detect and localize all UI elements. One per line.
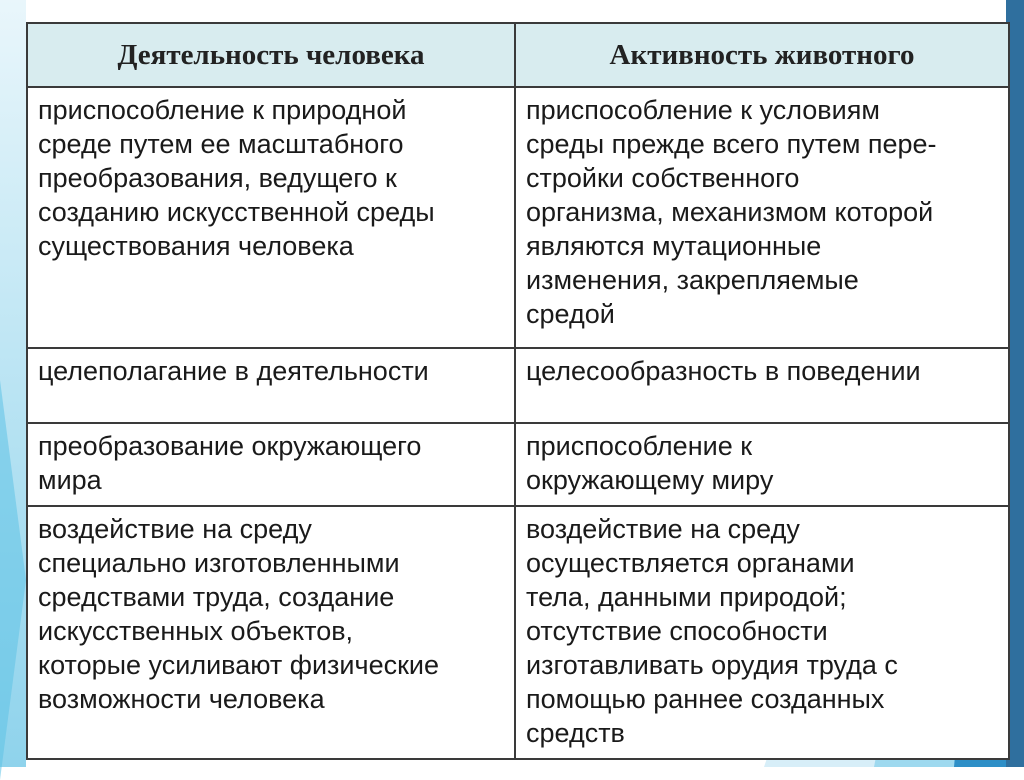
table-cell-human	[27, 423, 515, 506]
background-triangle-left	[0, 380, 26, 780]
comparison-table	[26, 22, 1010, 760]
cell-text: воздействие на среду осуществляется органами тела, данными природой; отсутствие способности изготавливать орудия труда с помощью раннее созданных средств	[526, 514, 898, 748]
table-row	[27, 87, 1009, 348]
cell-text: приспособление к природной среде путем ее масштабного преобразования, ведущего к созданию искусственной среды существования человека	[38, 95, 435, 261]
cell-text: приспособление к окружающему миру	[526, 431, 774, 495]
comparison-table-container	[26, 22, 1008, 752]
table-cell-human	[27, 87, 515, 348]
table-cell-human	[27, 506, 515, 759]
header-human-activity: Деятельность человека	[27, 23, 515, 87]
table-cell-human	[27, 348, 515, 423]
table-cell-animal	[515, 423, 1009, 506]
cell-text: приспособление к условиям среды прежде всего путем пере- стройки собственного организма, механизмом которой являются мутационные изменения, закрепляемые средой	[526, 95, 937, 329]
cell-text: воздействие на среду специально изготовленными средствами труда, создание искусственных объектов, которые усиливают физические возможности человека	[38, 514, 440, 714]
table-cell-animal	[515, 348, 1009, 423]
table-row	[27, 506, 1009, 759]
table-cell-animal	[515, 506, 1009, 759]
cell-text: преобразование окружающего мира	[38, 431, 422, 495]
cell-text: целесообразность в поведении	[526, 356, 921, 386]
table-row	[27, 423, 1009, 506]
table-header-row	[27, 23, 1009, 87]
table-cell-animal	[515, 87, 1009, 348]
cell-text: целеполагание в деятельности	[38, 356, 429, 386]
table-row	[27, 348, 1009, 423]
header-animal-activity: Активность животного	[515, 23, 1009, 87]
